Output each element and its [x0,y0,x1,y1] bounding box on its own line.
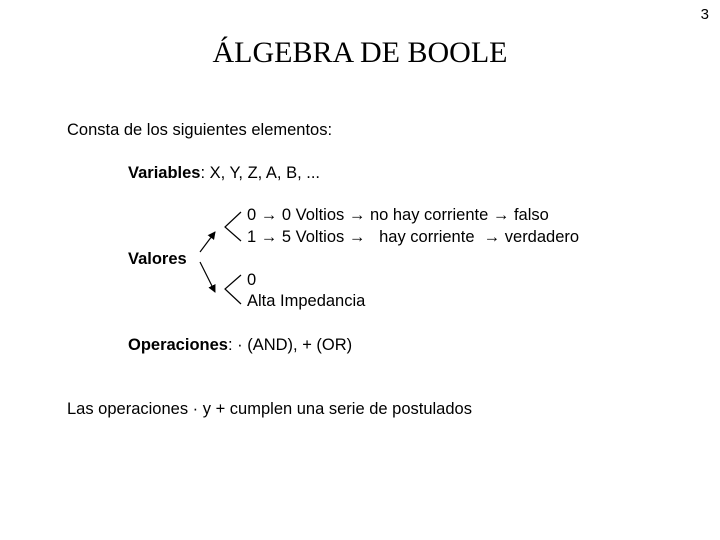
arrow-icon: → [483,228,501,246]
digit: 0 [247,206,257,224]
operaciones-list: : · (AND), + (OR) [227,336,353,354]
valores-line-3: 0 [247,271,257,289]
valores-line-1 [247,207,549,224]
conclusion-text: Las operaciones · y + cumplen una serie de postulados [67,400,472,418]
arrow-icon: → [260,228,278,246]
variables-label: Variables [128,164,201,182]
page-number: 3 [700,6,709,23]
arrow-icon: → [348,228,366,246]
operaciones-line [128,337,352,354]
valores-line-2 [247,229,579,246]
variables-list: : X, Y, Z, A, B, ... [200,164,321,182]
branch-line-upper [200,232,215,252]
voltage-text: 0 Voltios [281,206,345,224]
arrow-icon: → [348,206,366,224]
bracket-chevron-upper [225,212,241,241]
logic-text: verdadero [504,228,580,246]
valores-label: Valores [128,250,187,268]
current-text: no hay corriente [369,206,489,224]
operaciones-label: Operaciones [128,336,228,354]
voltage-text: 5 Voltios [281,228,345,246]
arrow-icon: → [492,206,510,224]
valores-line-4: Alta Impedancia [247,292,366,310]
bracket-chevron-lower [225,275,241,304]
arrow-icon: → [260,206,278,224]
logic-text: falso [513,206,549,224]
digit: 1 [247,228,257,246]
current-text: hay corriente [379,228,475,246]
branch-line-lower [200,262,215,292]
intro-text: Consta de los siguientes elementos: [67,121,333,139]
page-title: ÁLGEBRA DE BOOLE [212,36,508,69]
